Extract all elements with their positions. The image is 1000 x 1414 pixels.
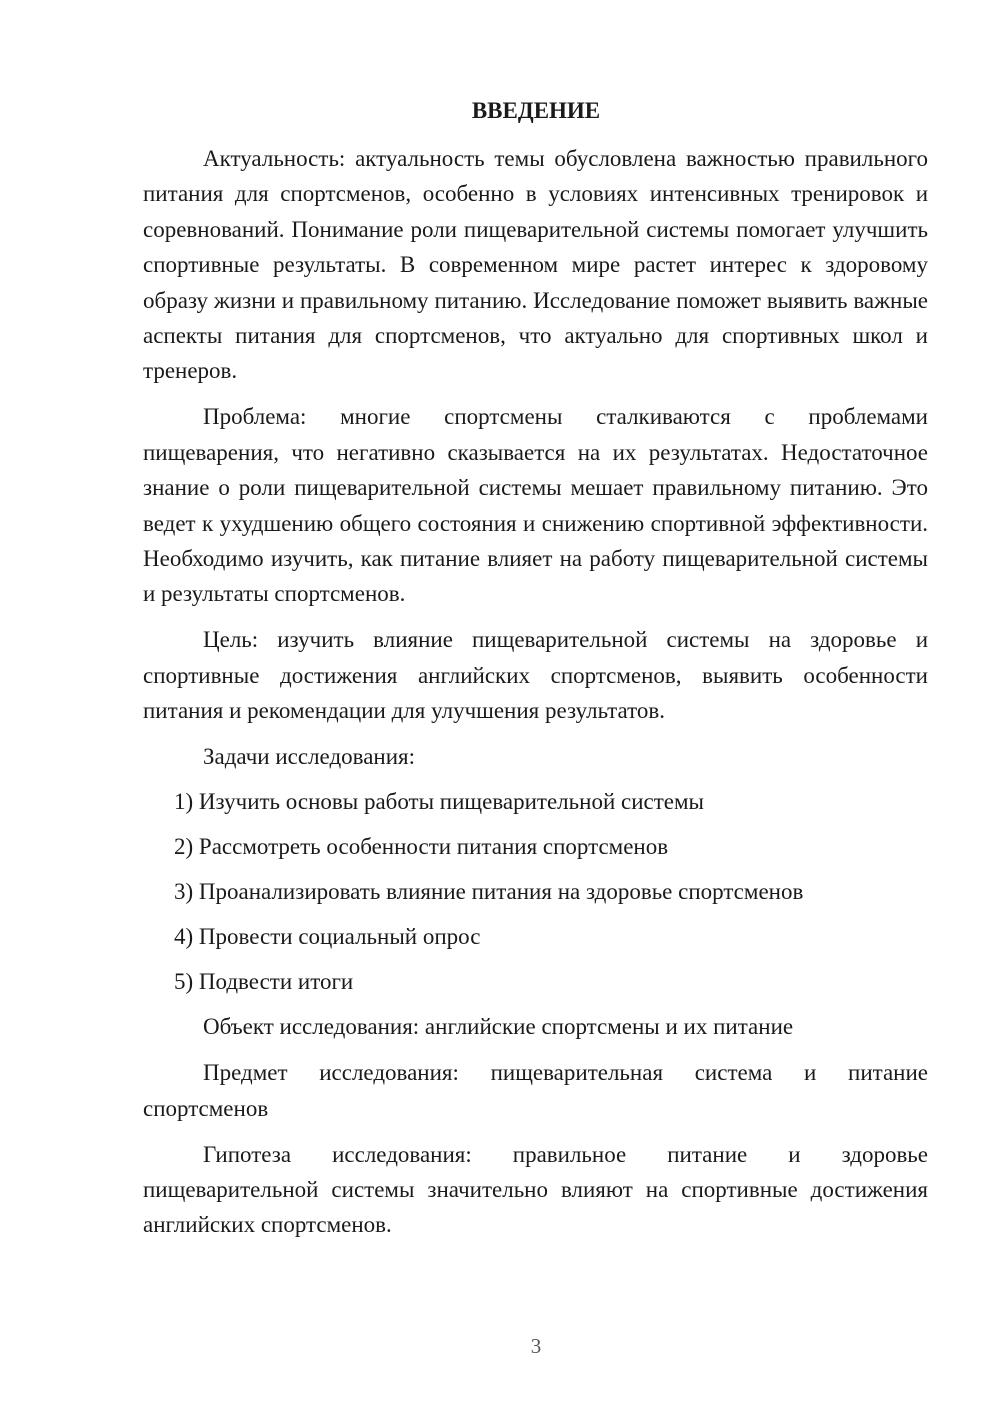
goal-paragraph: Цель: изучить влияние пищеварительной системы на здоровье и спортивные достижения английских спортсменов, выявить особенности питания и рекомендации для улучшения результатов. (143, 627, 928, 724)
task-item: 4) Провести социальный опрос (174, 924, 481, 950)
problem-paragraph: Проблема: многие спортсмены сталкиваются с проблемами пищеварения, что негативно сказывается на их результатах. Недостаточное знание о роли пищеварительной системы мешает правильному питанию. Это ведет к ухудшению общего состояния и снижению спортивной эффективности. Необходимо изучить, как питание влияет на работу пищеварительной системы и результаты спортсменов. (143, 404, 928, 607)
task-item: 5) Подвести итоги (174, 969, 354, 995)
hypothesis-paragraph: Гипотеза исследования: правильное питание и здоровье пищеварительной системы значительно влияют на спортивные достижения английских спортсменов. (143, 1141, 928, 1238)
page-number: 3 (530, 1334, 542, 1358)
tasks-list (143, 784, 928, 1009)
relevance-paragraph: Актуальность: актуальность темы обусловлена важностью правильного питания для спортсменов, особенно в условиях интенсивных тренировок и соревнований. Понимание роли пищеварительной системы помогает улучшить спортивные результаты. В современном мире растет интерес к здоровому образу жизни и правильному питанию. Исследование поможет выявить важные аспекты питания для спортсменов, что актуально для спортивных школ и тренеров. (143, 146, 928, 384)
task-item: 3) Проанализировать влияние питания на здоровье спортсменов (174, 879, 804, 905)
document-body (143, 141, 928, 1243)
tasks-heading: Задачи исследования: (203, 744, 416, 769)
subject-paragraph: Предмет исследования: пищеварительная система и питание спортсменов (143, 1060, 928, 1121)
page-title: ВВЕДЕНИЕ (471, 98, 601, 123)
object-paragraph: Объект исследования: английские спортсмены и их питание (203, 1014, 794, 1040)
task-item: 1) Изучить основы работы пищеварительной системы (174, 789, 704, 815)
task-item: 2) Рассмотреть особенности питания спортсменов (174, 834, 669, 860)
